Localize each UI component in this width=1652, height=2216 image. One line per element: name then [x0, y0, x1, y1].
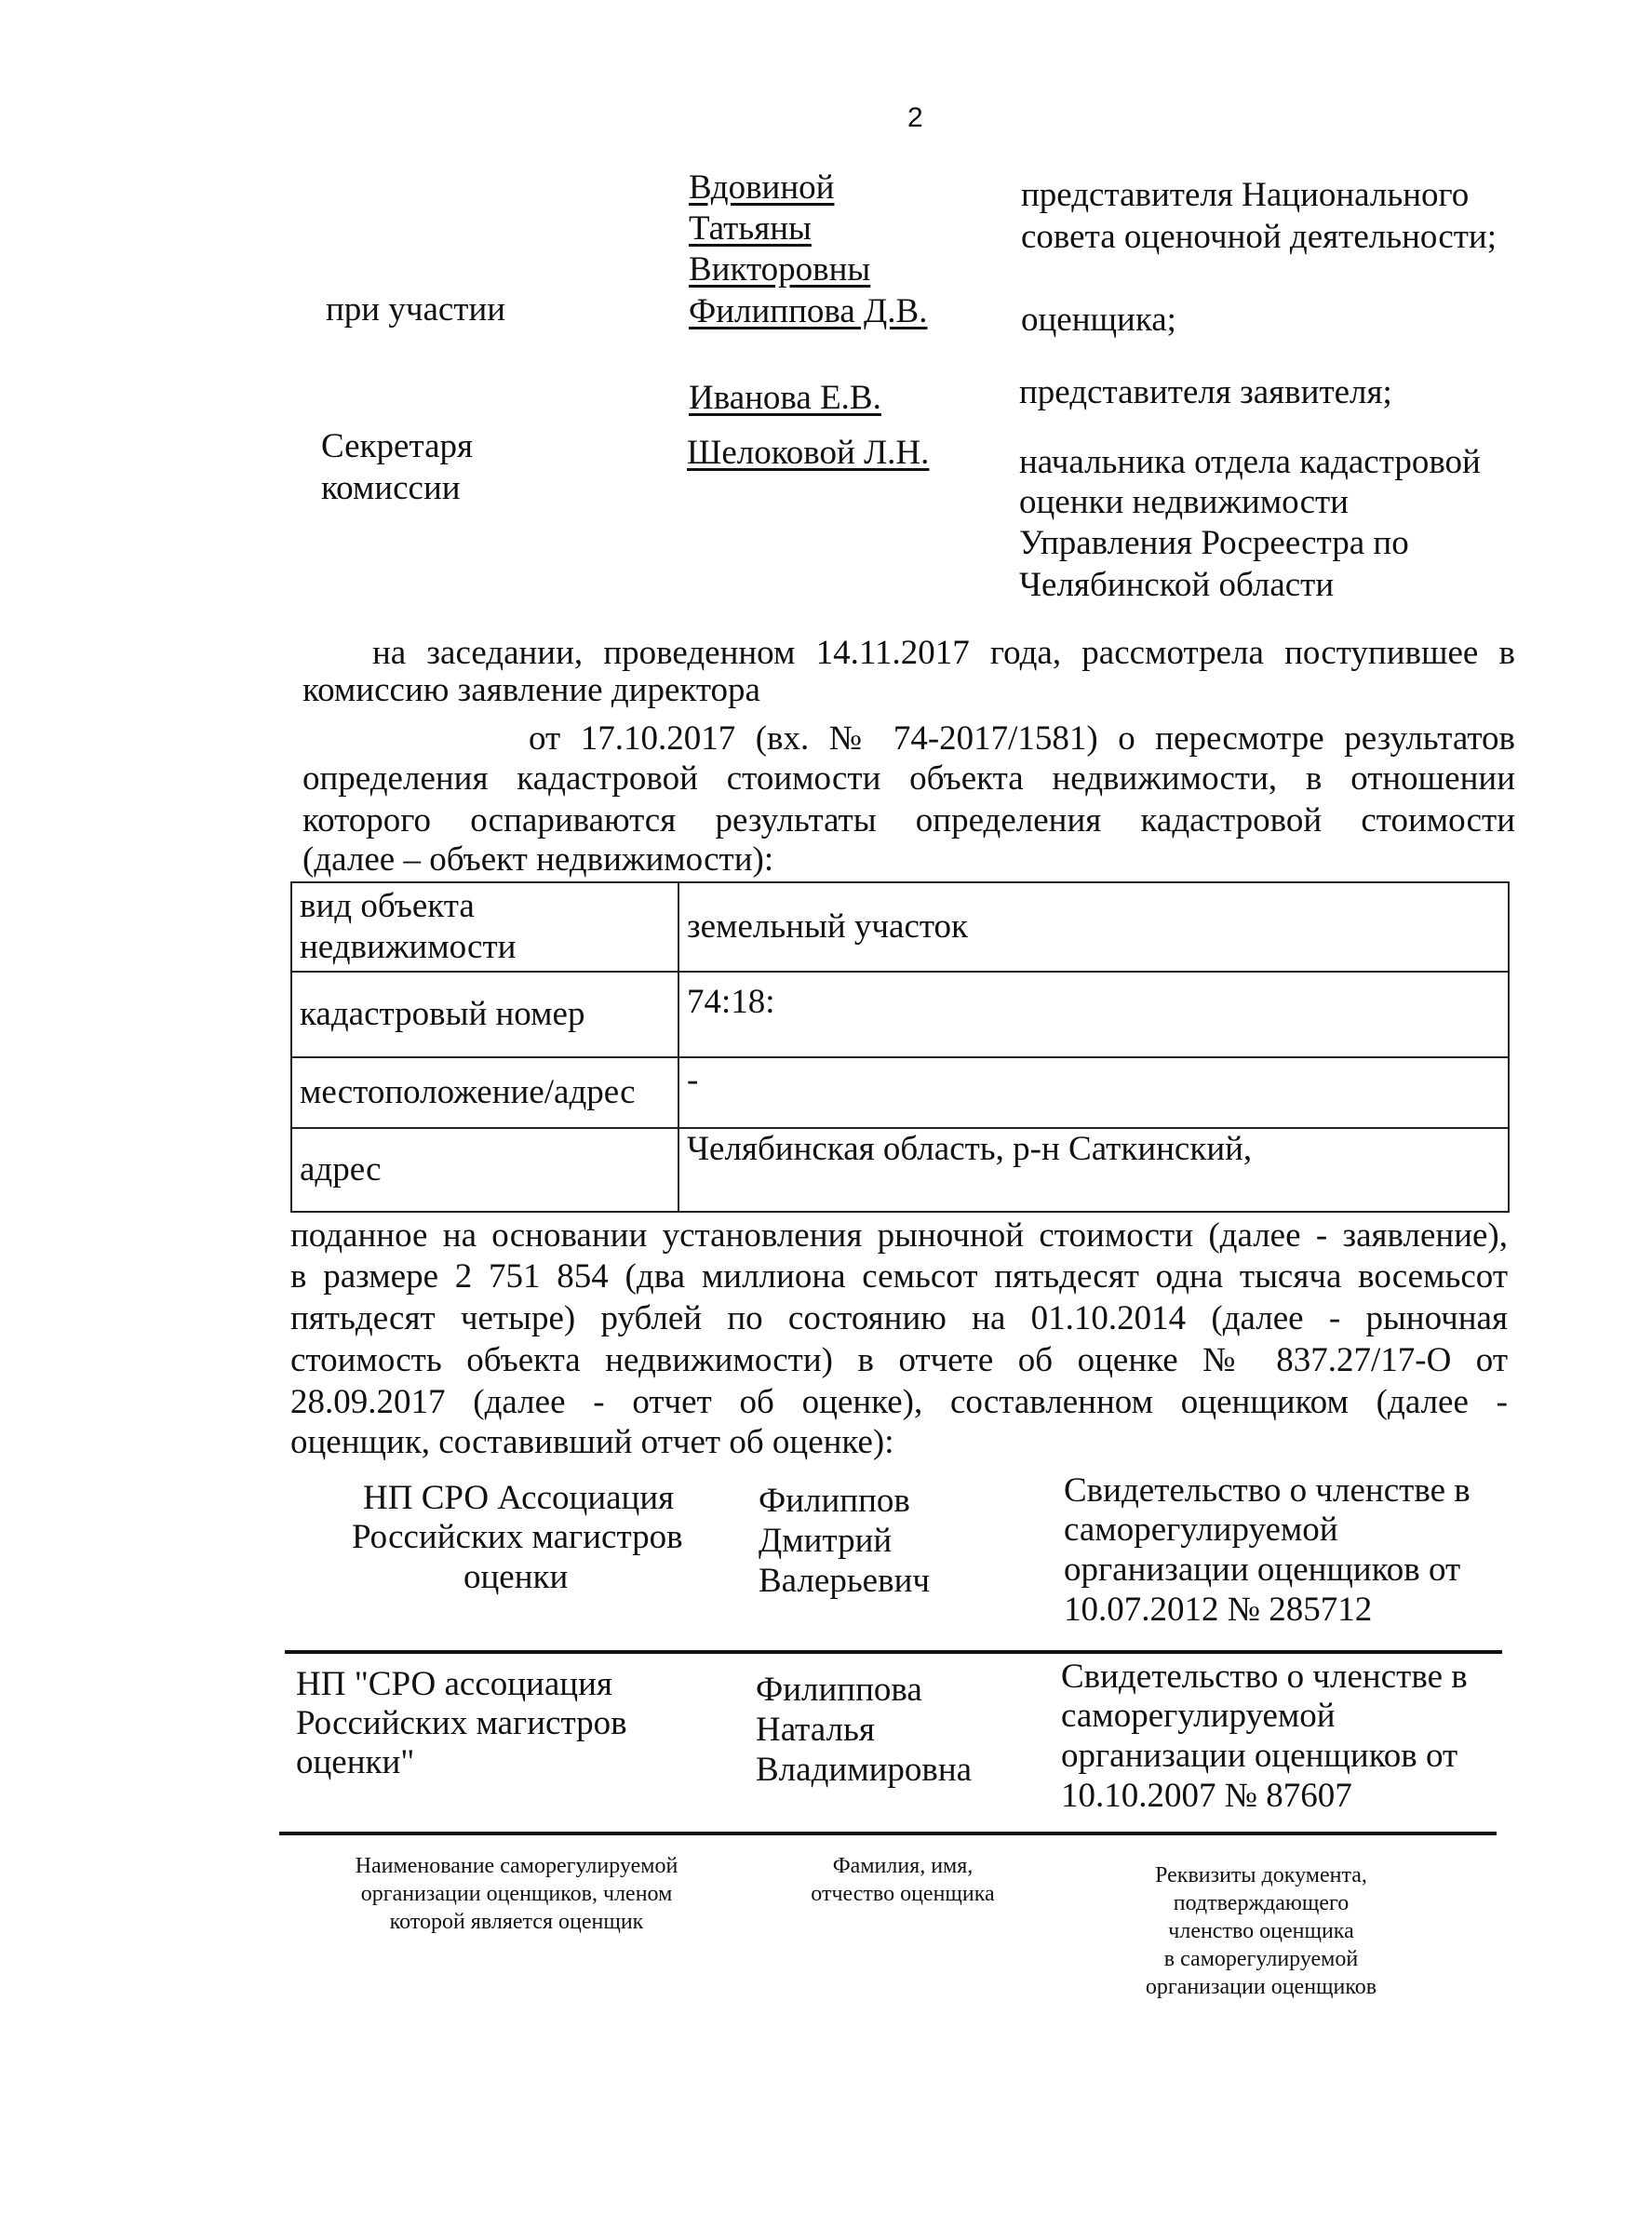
appraiser-1-org-line-3: оценки: [463, 1558, 569, 1596]
address-label: адрес: [291, 1128, 678, 1212]
intro-line-2: комиссию заявление директора: [302, 671, 760, 709]
caption-name: [763, 1852, 1042, 1908]
appraiser-2-name-line-2: Наталья: [756, 1711, 875, 1749]
appraiser-2-org-line-3: оценки": [296, 1743, 415, 1781]
appraiser-1-name-line-2: Дмитрий: [759, 1522, 893, 1560]
caption-doc-line-1: Реквизиты документа,: [1155, 1863, 1367, 1887]
cadastral-number-label: кадастровый номер: [291, 972, 678, 1057]
appraiser-1-doc-line-1: Свидетельство о членстве в: [1064, 1471, 1471, 1510]
table-cell-label: [291, 882, 678, 972]
appraiser-2-name-line-1: Филиппова: [756, 1671, 922, 1709]
appraiser-1-doc-line-3: организации оценщиков от: [1064, 1551, 1461, 1589]
appraiser-2-doc-line-4: 10.10.2007 № 87607: [1061, 1777, 1352, 1815]
member-name-line-2: Татьяны: [689, 209, 812, 248]
participant-role-1: оценщика;: [1021, 301, 1176, 339]
address-value: Челябинская область, р-н Саткинский,: [678, 1128, 1509, 1212]
participant-role-2: представителя заявителя;: [1019, 373, 1392, 411]
caption-name-line-1: Фамилия, имя,: [832, 1854, 974, 1878]
property-type-value: земельный участок: [678, 882, 1509, 972]
table-row: [291, 1057, 1509, 1128]
divider: [279, 1832, 1497, 1835]
caption-org-line-1: Наименование саморегулируемой: [355, 1854, 678, 1878]
body-line-3: пятьдесят четыре) рублей по состоянию на 01.10.2014 (далее - рыночная: [290, 1299, 1508, 1337]
appraiser-1-name-line-1: Филиппов: [759, 1482, 910, 1520]
secretary-label-line-1: Секретаря: [321, 427, 474, 465]
body-line-4: стоимость объекта недвижимости) в отчете об оценке № 837.27/17-О от: [290, 1341, 1508, 1379]
caption-doc-line-4: в саморегулируемой: [1163, 1947, 1359, 1971]
member-name-line-1: Вдовиной: [689, 168, 835, 207]
appraiser-1-name-line-3: Валерьевич: [759, 1562, 930, 1600]
caption-org-line-2: организации оценщиков, членом: [360, 1882, 673, 1906]
secretary-role-line-3: Управления Росреестра по: [1019, 524, 1409, 562]
appraiser-2-doc-line-3: организации оценщиков от: [1061, 1737, 1458, 1775]
caption-doc: [1103, 1861, 1419, 2001]
property-type-label-line-2: недвижимости: [300, 928, 517, 966]
caption-doc-line-3: членство оценщика: [1168, 1919, 1354, 1943]
caption-org-line-3: которой является оценщик: [389, 1910, 644, 1934]
intro-line-3: от 17.10.2017 (вх. № 74-2017/1581) о пересмотре результатов: [529, 719, 1515, 758]
appraiser-2-doc-line-1: Свидетельство о членстве в: [1061, 1658, 1468, 1696]
caption-org: [316, 1852, 717, 1936]
appraiser-2-name-line-3: Владимировна: [756, 1751, 973, 1789]
page-number: 2: [907, 102, 923, 133]
secretary-role-line-4: Челябинской области: [1019, 566, 1335, 604]
appraiser-1-doc-line-4: 10.07.2012 № 285712: [1064, 1591, 1373, 1629]
property-type-label-line-1: вид объекта: [300, 887, 475, 925]
location-label: местоположение/адрес: [291, 1057, 678, 1128]
caption-doc-line-5: организации оценщиков: [1145, 1975, 1377, 1999]
table-row: [291, 882, 1509, 972]
property-table: [290, 881, 1510, 1213]
appraiser-1-org-line-1: НП СРО Ассоциация: [363, 1479, 675, 1517]
member-role-line-2: совета оценочной деятельности;: [1021, 218, 1498, 256]
member-name-line-3: Викторовны: [689, 250, 871, 289]
member-role-line-1: представителя Национального: [1021, 176, 1470, 214]
caption-name-line-2: отчество оценщика: [811, 1882, 995, 1906]
caption-doc-line-2: подтверждающего: [1173, 1891, 1350, 1915]
secretary-label-line-2: комиссии: [321, 469, 461, 507]
body-line-2: в размере 2 751 854 (два миллиона семьсот пятьдесят одна тысяча восемьсот: [290, 1257, 1508, 1296]
participation-label: при участии: [326, 290, 506, 329]
appraiser-2-org-line-2: Российских магистров: [296, 1704, 627, 1742]
location-value: -: [678, 1057, 1509, 1128]
appraiser-1-org-line-2: Российских магистров: [352, 1518, 683, 1556]
cadastral-number-value: 74:18:: [678, 972, 1509, 1057]
appraiser-2-doc-line-2: саморегулируемой: [1061, 1697, 1336, 1735]
intro-line-4: определения кадастровой стоимости объекта недвижимости, в отношении: [302, 759, 1515, 798]
secretary-role-line-1: начальника отдела кадастровой: [1019, 443, 1481, 481]
intro-line-6: (далее – объект недвижимости):: [302, 840, 774, 879]
secretary-role-line-2: оценки недвижимости: [1019, 483, 1349, 521]
appraiser-2-org-line-1: НП "СРО ассоциация: [296, 1665, 612, 1703]
secretary-name: Шелоковой Л.Н.: [687, 434, 930, 472]
body-line-5: 28.09.2017 (далее - отчет об оценке), составленном оценщиком (далее -: [290, 1383, 1508, 1421]
divider: [285, 1650, 1502, 1654]
table-row: [291, 1128, 1509, 1212]
table-row: [291, 972, 1509, 1057]
participant-name-2: Иванова Е.В.: [689, 379, 881, 417]
body-line-1: поданное на основании установления рыночной стоимости (далее - заявление),: [290, 1216, 1508, 1255]
participant-name-1: Филиппова Д.В.: [689, 292, 928, 330]
intro-line-1: на заседании, проведенном 14.11.2017 года, рассмотрела поступившее в: [372, 634, 1515, 672]
body-line-6: оценщик, составивший отчет об оценке):: [290, 1423, 894, 1461]
intro-line-5: которого оспариваются результаты определения кадастровой стоимости: [302, 801, 1515, 839]
appraiser-1-doc-line-2: саморегулируемой: [1064, 1511, 1338, 1549]
